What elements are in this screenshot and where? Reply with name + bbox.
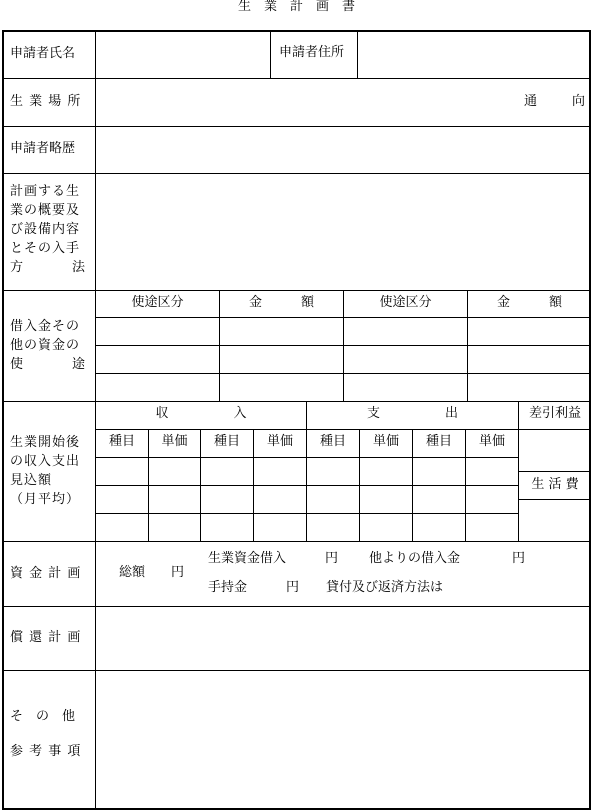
income-expense-label-line: 見込額 [10,473,53,488]
cell-divider [306,401,307,541]
applicant-name-field[interactable] [96,31,270,77]
cell-divider [518,471,591,472]
item-header: 種目 [213,434,240,449]
repayment-plan-field[interactable] [96,607,589,669]
fund-usage-label-line [10,355,86,374]
amount-header: 金 額 [496,295,562,310]
fund-usage-label [10,317,86,374]
plan-label-line: とその入手 [10,241,81,256]
expense-header: 支 出 [366,406,458,421]
amount-header: 金 額 [248,295,314,310]
cell-divider [518,499,591,500]
plan-label [10,182,86,277]
applicant-address-field[interactable] [358,31,589,77]
unit-price-header: 単価 [372,434,399,449]
plan-label-char: 方 [10,260,25,275]
unit-price-header: 単価 [266,434,293,449]
fund-usage-label-char: 使 [10,357,25,372]
business-loan-text: 生業資金借入 円 [208,551,339,566]
row-divider [2,541,591,542]
street-label: 通 [524,94,538,109]
loan-terms-text: 貸付及び返済方法は [326,580,444,595]
unit-price-header: 単価 [478,434,505,449]
cell-divider [95,513,518,514]
business-place-field[interactable] [96,79,589,125]
fund-usage-label-char: 途 [71,357,86,372]
usage-category-header: 使途区分 [379,295,432,310]
other-label: そ の 他 [10,709,76,724]
income-expense-label-line: 生業開始後 [10,435,81,450]
income-expense-label-line: の収入支出 [10,454,81,469]
applicant-career-field[interactable] [96,127,589,172]
plan-label-line: 業の概要及 [10,203,81,218]
plan-label-line: び設備内容 [10,222,81,237]
fund-usage-label-line: 他の資金の [10,338,81,353]
applicant-name-label: 申請者氏名 [10,46,76,61]
usage-category-header: 使途区分 [131,295,184,310]
fund-usage-label-line: 借入金その [10,319,81,334]
income-header: 収 入 [155,406,247,421]
income-expense-label-line: （月平均） [10,492,81,507]
reference-matters-label: 参 考 事 項 [10,744,82,759]
plan-label-line: 計画する生 [10,184,81,199]
repayment-plan-label: 償 還 計 画 [10,630,82,645]
total-amount-text: 総額 円 [119,565,185,580]
cell-divider [95,317,591,318]
own-funds-text: 手持金 円 [208,580,300,595]
net-profit-header: 差引利益 [528,406,581,421]
other-loan-text: 他よりの借入金 円 [369,551,526,566]
other-reference-field[interactable] [96,671,589,808]
cell-divider [95,457,518,458]
cell-divider [95,345,591,346]
cell-divider [95,373,591,374]
direction-label: 向 [572,94,586,109]
funding-plan-label: 資 金 計 画 [10,566,82,581]
item-header: 種目 [319,434,346,449]
business-place-label: 生 業 場 所 [10,94,82,109]
living-cost-header: 生 活 費 [531,477,579,492]
plan-label-char: 法 [71,260,86,275]
row-divider [2,401,591,402]
unit-price-header: 単価 [161,434,188,449]
page-title: 生 業 計 画 書 [237,0,355,14]
plan-label-line [10,258,86,277]
applicant-address-label: 申請者住所 [279,45,345,60]
item-header: 種目 [425,434,452,449]
cell-divider [270,30,271,78]
cell-divider [95,485,518,486]
plan-details-field[interactable] [96,174,589,289]
cell-divider [95,429,591,430]
item-header: 種目 [108,434,135,449]
income-expense-label [10,433,80,509]
applicant-career-label: 申請者略歴 [10,141,76,156]
row-divider [2,290,591,291]
